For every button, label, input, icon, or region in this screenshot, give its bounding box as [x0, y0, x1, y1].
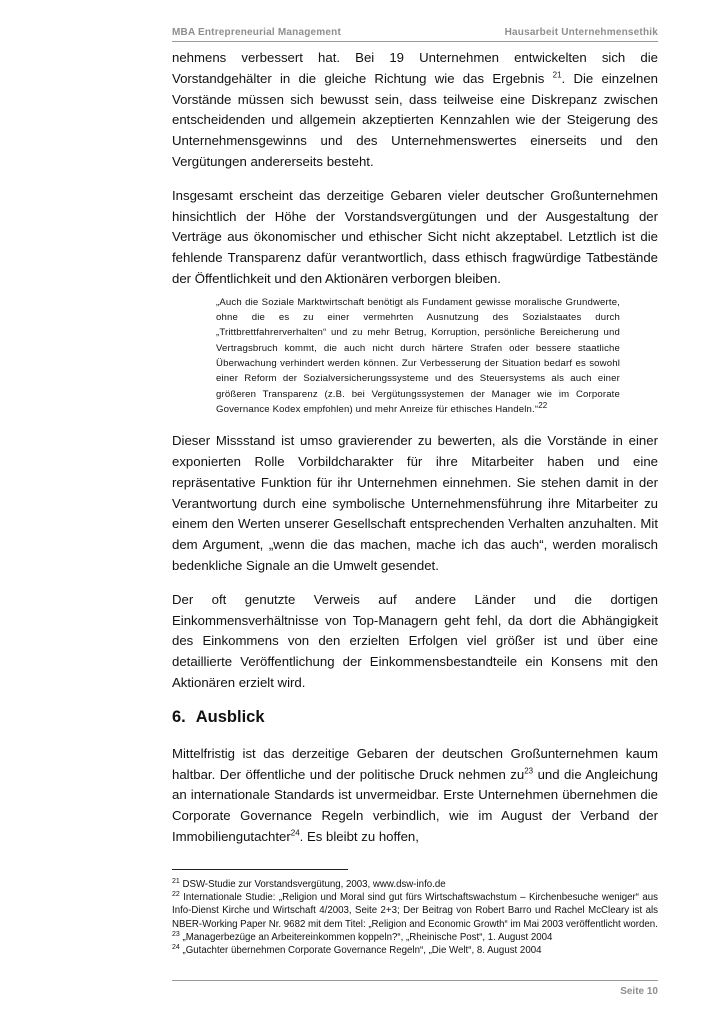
section-title: Ausblick [195, 707, 265, 726]
section-number: 6. [172, 707, 186, 726]
paragraph-text: und die Angleichung an internationale Standards ist unvermeidbar. Erste Unternehmen übernehmen die Corporate Governance Regeln verbindlich, wie im August der Verband der Immobiliengutachter [172, 766, 658, 844]
footnote-number: 24 [172, 943, 180, 951]
footnote-22 [172, 891, 658, 931]
header-paper-title: Hausarbeit Unternehmensethik [504, 27, 658, 38]
footnote-24 [172, 944, 658, 957]
footnote-ref-22[interactable]: 22 [538, 400, 548, 410]
paragraph-verweis: Der oft genutzte Verweis auf andere Länder und die dortigen Einkommensverhältnisse von Top-Managern geht fehl, da dort die Abhängigkeit des Einkommens von den erzielten Erfolgen viel größer ist und über eine detaillierte Veröffentlichung der Einkommensbestandteile ein Konsens mit den Aktionären erzielt wird. [172, 591, 658, 690]
header-divider [172, 41, 658, 42]
footnote-21 [172, 878, 658, 891]
footnote-ref-23[interactable]: 23 [524, 766, 534, 776]
footnote-text: Internationale Studie: „Religion und Moral sind gut fürs Wirtschaftswachstum – Kirchenbesuche weniger“ aus Info-Dienst Kirche und Wirtschaft 4/2003, Seite 2+3; Der Beitrag von Robert Barro und Rachel McCleary ist als NBER-Working Paper Nr. 9682 mit dem Titel: „Religion and Economic Growth“ im Mai 2003 veröffentlicht worden. [172, 892, 658, 930]
footnote-ref-21[interactable]: 21 [552, 70, 562, 80]
paragraph-transparenz: Insgesamt erscheint das derzeitige Gebaren vieler deutscher Großunternehmen hinsichtlich der Höhe der Vorstandsvergütungen und der Ausgestaltung der Verträge aus ökonomischer und ethischer Sicht nicht akzeptabel. Letztlich ist die fehlende Transparenz dafür verantwortlich, dass ethisch fragwürdige Tatbestände der Öffentlichkeit und den Aktionären verborgen bleiben. [172, 187, 658, 286]
footer-divider [172, 980, 658, 981]
paragraph-text: . Es bleibt zu hoffen, [299, 828, 419, 844]
footnote-text: DSW-Studie zur Vorstandsvergütung, 2003, www.dsw-info.de [179, 879, 446, 890]
footnote-divider [172, 869, 348, 870]
paragraph-text: Mittelfristig ist das derzeitige Gebaren der deutschen Großunternehmen kaum haltbar. Der öffentliche und der politische Druck nehmen zu [172, 745, 658, 782]
footnote-23 [172, 931, 658, 944]
paragraph-vorstandgehaelter [172, 48, 658, 173]
footnote-ref-24[interactable]: 24 [290, 828, 300, 838]
footnote-text: „Gutachter übernehmen Corporate Governance Regeln“, „Die Welt“, 8. August 2004 [179, 945, 542, 957]
page-body [172, 48, 658, 848]
footnote-number: 21 [172, 877, 180, 885]
footnotes [172, 878, 658, 957]
header-course-title: MBA Entrepreneurial Management [172, 27, 341, 38]
paragraph-missstand: Dieser Missstand ist umso gravierender zu bewerten, als die Vorstände in einer exponierten Rolle Vorbildcharakter für ihre Mitarbeiter haben und eine repräsentative Funktion für ihr Unternehmen einnehmen. Sie stehen damit in der Verantwortung durch eine symbolische Unternehmensführung ihre Mitarbeiter zu einem den Werten unserer Gesellschaft entsprechenden Verhalten anzuhalten. Mit dem Argument, „wenn die das machen, mache ich das auch“, werden moralisch bedenkliche Signale an die Umwelt gesendet. [172, 433, 658, 573]
quote-text: „Auch die Soziale Marktwirtschaft benötigt als Fundament gewisse moralische Grundwerte, ohne die es zu einer vermehrten Ausnutzung des Sozialstaates durch „Trittbrettfahrerverhalten“ und zu mehr Betrug, Korruption, persönliche Bereicherung und Vertragsbruch kommt, die auch nicht durch härtere Strafen oder bessere staatliche Überwachung verhindert werden können. Zur Verbesserung der Situation bedarf es sowohl einer Reform der Sozialversicherungssysteme und des Steuersystems als auch einer größeren Transparenz (z.B. bei Vergütungssystemen der Manager wie im Corporate Governance Kodex empfohlen) und mehr Anreize für ethisches Handeln.“ [216, 296, 620, 415]
paragraph-text: . Die einzelnen Vorstände müssen sich bewusst sein, dass teilweise eine Diskrepanz zwischen entscheidenden und allgemein akzeptierten Kennzahlen wie der Steigerung des Unternehmensgewinns und des Unternehmenswertes einerseits und den Vergütungen andererseits besteht. [172, 70, 658, 169]
footnote-number: 22 [172, 890, 180, 898]
paragraph-text: nehmens verbessert hat. Bei 19 Unternehmen entwickelten sich die Vorstandgehälter in die gleiche Richtung wie das Ergebnis [172, 50, 658, 86]
footnote-number: 23 [172, 930, 180, 938]
section-heading [172, 706, 658, 728]
block-quote [216, 295, 620, 417]
page-number: Seite 10 [620, 986, 658, 997]
footnote-text: „Managerbezüge an Arbeitereinkommen koppeln?“, „Rheinische Post“, 1. August 2004 [179, 931, 553, 943]
paragraph-ausblick [172, 744, 658, 848]
